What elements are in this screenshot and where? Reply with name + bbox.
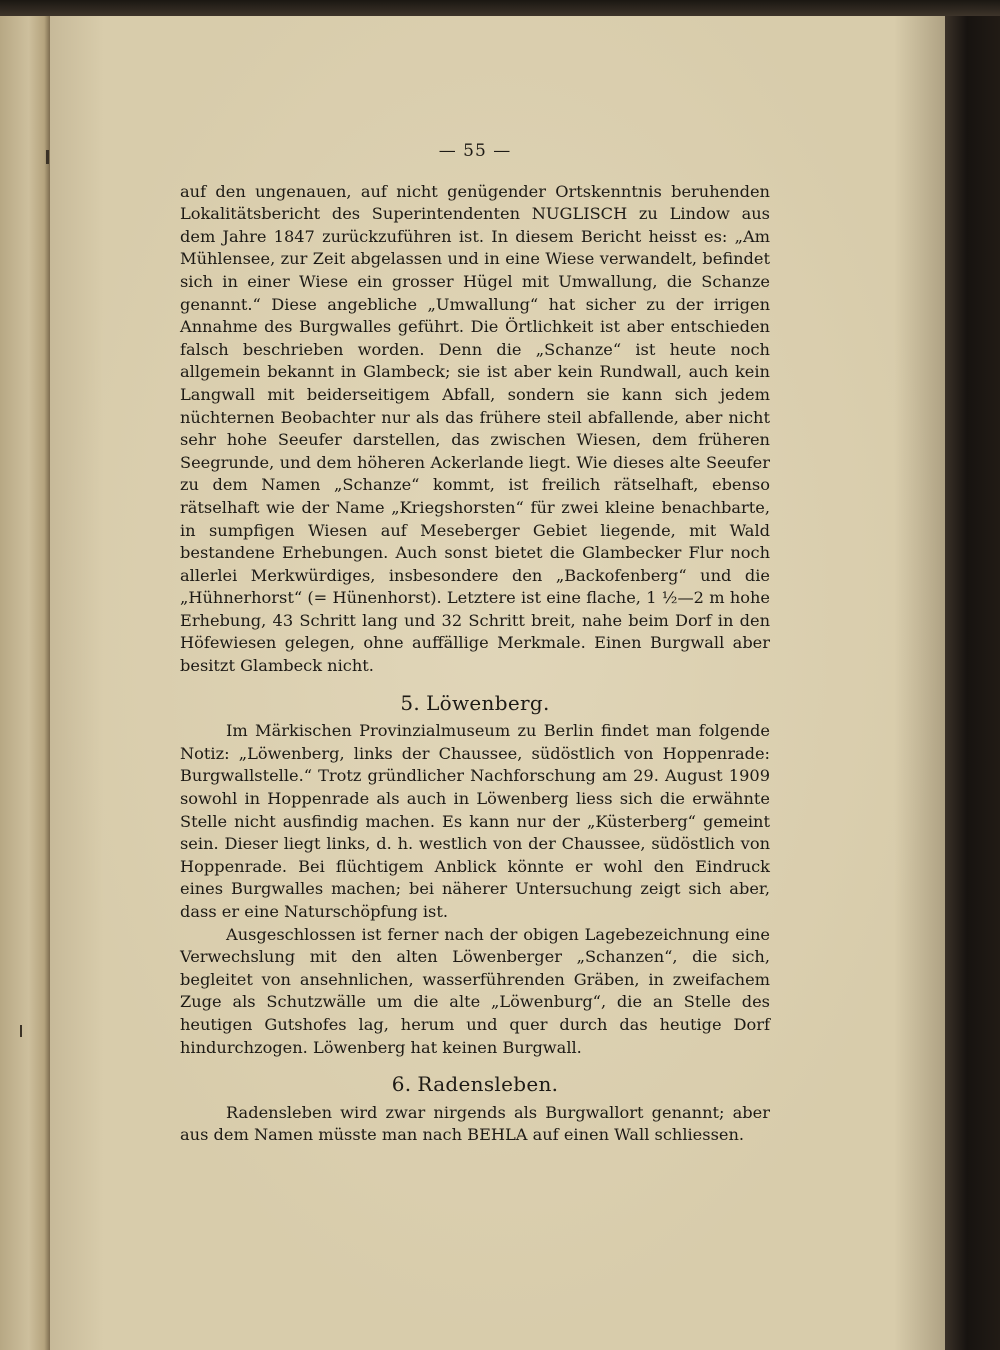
margin-mark	[46, 150, 49, 164]
section-number: 5.	[400, 690, 421, 715]
left-page-edge	[0, 10, 52, 1350]
page-text	[180, 140, 770, 1147]
margin-mark	[20, 1025, 22, 1037]
paragraph-glambeck: auf den ungenauen, auf nicht genügender Ortskenntnis beruhenden Lokalitätsbericht des Superintendenten NUGLISCH zu Lindow aus dem Jahre 1847 zurückzuführen ist. In diesem Bericht heisst es: „Am Mühlensee, zur Zeit abgelassen und in eine Wiese verwandelt, befindet sich in einer Wiese ein grosser Hügel mit Umwallung, die Schanze genannt.“ Diese angebliche „Umwallung“ hat sicher zu der irrigen Annahme des Burgwalles geführt. Die Örtlichkeit ist aber entschieden falsch beschrieben worden. Denn die „Schanze“ ist heute noch allgemein bekannt in Glambeck; sie ist aber kein Rundwall, auch kein Langwall mit beiderseitigem Abfall, sondern sie kann sich jedem nüchternen Beobachter nur als das frühere steil abfallende, aber nicht sehr hohe Seeufer darstellen, das zwischen Wiesen, dem früheren Seegrunde, und dem höheren Ackerlande liegt. Wie dieses alte Seeufer zu dem Namen „Schanze“ kommt, ist freilich rätselhaft, ebenso rätselhaft wie der Name „Kriegshorsten“ für zwei kleine benachbarte, in sumpfigen Wiesen auf Meseberger Gebiet liegende, mit Wald bestandene Erhebungen. Auch sonst bietet die Glambecker Flur noch allerlei Merkwürdiges, insbesondere den „Backofenberg“ und die „Hühnerhorst“ (= Hünenhorst). Letztere ist eine flache, 1 ½—2 m hohe Erhebung, 43 Schritt lang und 32 Schritt breit, nahe beim Dorf in den Höfewiesen gelegen, ohne auffällige Merkmale. Einen Burgwall aber besitzt Glambeck nicht.	[180, 181, 770, 676]
book-spine	[945, 0, 1000, 1350]
paragraph-radensleben: Radensleben wird zwar nirgends als Burgwallort genannt; aber aus dem Namen müsste man nach BEHLA auf einen Wall schliessen.	[180, 1102, 770, 1145]
section-title: Radensleben.	[417, 1072, 559, 1097]
section-title: Löwenberg.	[426, 690, 550, 715]
top-edge	[0, 0, 1000, 16]
section-number: 6.	[391, 1072, 412, 1097]
paragraph-loewenberg-2: Ausgeschlossen ist ferner nach der obigen Lagebezeichnung eine Verwechslung mit den alten Löwenberger „Schanzen“, die sich, begleitet von ansehnlichen, wasserführenden Gräben, in zweifachem Zuge als Schutzwälle um die alte „Löwenburg“, die an Stelle des heutigen Gutshofes lag, herum und quer durch das heutige Dorf hindurchzogen. Löwenberg hat keinen Burgwall.	[180, 924, 770, 1057]
section-heading-loewenberg	[180, 692, 770, 715]
page-number: — 55 —	[438, 141, 512, 161]
section-heading-radensleben	[180, 1073, 770, 1096]
paragraph-loewenberg-1: Im Märkischen Provinzialmuseum zu Berlin findet man folgende Notiz: „Löwenberg, links der Chaussee, südöstlich von Hoppenrade: Burgwallstelle.“ Trotz gründlicher Nachforschung am 29. August 1909 sowohl in Hoppenrade als auch in Löwenberg liess sich die erwähnte Stelle nicht ausfindig machen. Es kann nur der „Küsterberg“ gemeint sein. Dieser liegt links, d. h. westlich von der Chaussee, südöstlich von Hoppenrade. Bei flüchtigem Anblick könnte er wohl den Eindruck eines Burgwalles machen; bei näherer Untersuchung zeigt sich aber, dass er eine Naturschöpfung ist.	[180, 721, 770, 921]
